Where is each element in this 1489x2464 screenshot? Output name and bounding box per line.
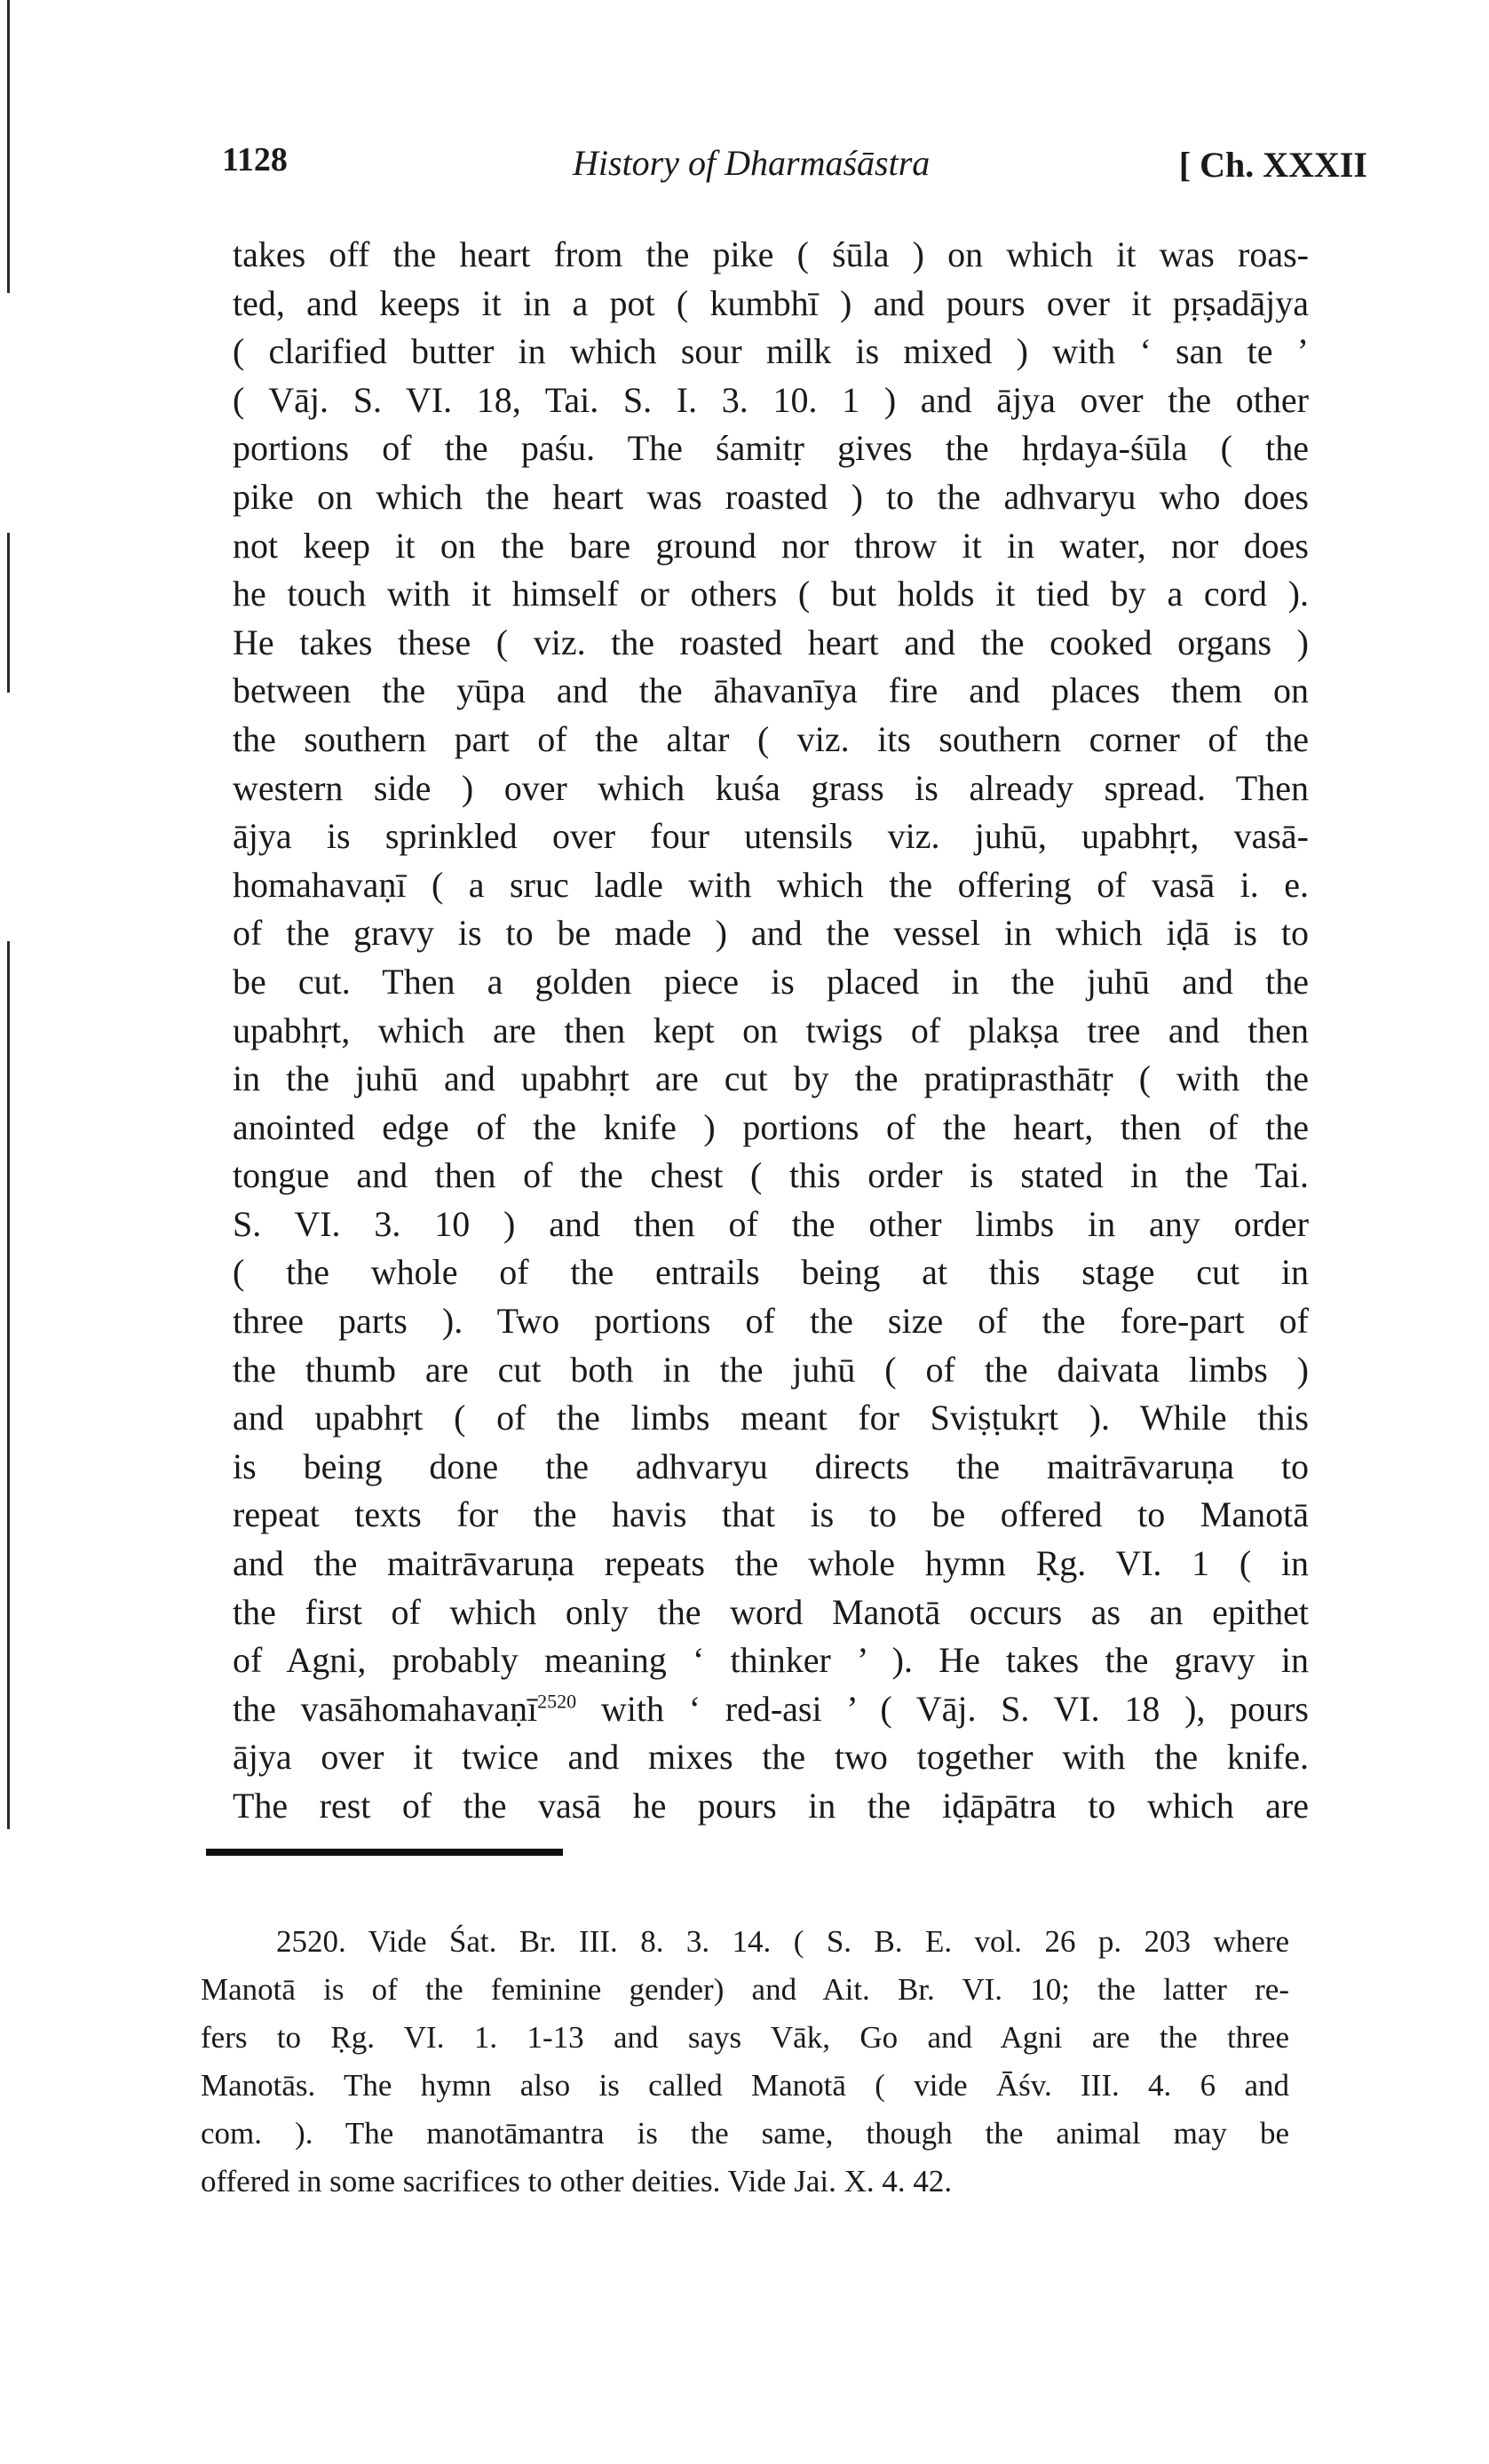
body-line: tongue and then of the chest ( this order is stated in the Tai. [233, 1155, 1309, 1196]
body-line: the thumb are cut both in the juhū ( of the daivata limbs ) [233, 1349, 1309, 1390]
body-line-end: with ‘ red-asi ’ ( Vāj. S. VI. 18 ), pours [576, 1688, 1309, 1729]
body-line: ( clarified butter in which sour milk is mixed ) with ‘ san te ’ [233, 331, 1309, 372]
footnote-line: 2520. Vide Śat. Br. III. 8. 3. 14. ( S. B. E. vol. 26 p. 203 where [276, 1924, 1289, 1959]
scan-edge-mark [7, 941, 10, 1829]
footnote-line: com. ). The manotāmantra is the same, though the animal may be [201, 2116, 1289, 2151]
body-line: The rest of the vasā he pours in the iḍāpātra to which are [233, 1786, 1309, 1826]
body-line: upabhṛt, which are then kept on twigs of plakṣa tree and then [233, 1010, 1309, 1050]
body-line: anointed edge of the knife ) portions of the heart, then of the [233, 1106, 1309, 1147]
body-line-start: the vasāhomahavaṇī [233, 1688, 538, 1729]
body-line: repeat texts for the havis that is to be offered to Manotā [233, 1494, 1309, 1535]
footnote-block [201, 1918, 1289, 2206]
running-header [222, 140, 1367, 194]
scan-edge-mark [7, 533, 10, 693]
body-line: of the gravy is to be made ) and the vessel in which iḍā is to [233, 913, 1309, 954]
body-line: three parts ). Two portions of the size of the fore-part of [233, 1301, 1309, 1342]
body-line: be cut. Then a golden piece is placed in the juhū and the [233, 961, 1309, 1002]
body-line: ( the whole of the entrails being at this stage cut in [233, 1252, 1309, 1293]
footnote-line: Manotās. The hymn also is called Manotā ( vide Āśv. III. 4. 6 and [201, 2068, 1289, 2103]
body-line: ājya over it twice and mixes the two together with the knife. [233, 1737, 1309, 1778]
body-line: takes off the heart from the pike ( śūla ) on which it was roas- [233, 234, 1309, 274]
body-line: ājya is sprinkled over four utensils viz. juhū, upabhṛt, vasā- [233, 816, 1309, 857]
body-line: and upabhṛt ( of the limbs meant for Sviṣṭukṛt ). While this [233, 1398, 1309, 1438]
footnote-divider [206, 1849, 563, 1856]
scan-edge-mark [7, 0, 10, 293]
running-title: History of Dharmaśāstra [573, 143, 931, 183]
body-line: he touch with it himself or others ( but holds it tied by a cord ). [233, 574, 1309, 614]
body-line: and the maitrāvaruṇa repeats the whole hymn Ṛg. VI. 1 ( in [233, 1543, 1309, 1584]
footnote-line: Manotā is of the feminine gender) and Ait. Br. VI. 10; the latter re- [201, 1972, 1289, 2007]
body-line: between the yūpa and the āhavanīya fire and places them on [233, 670, 1309, 711]
body-line-with-footnote-ref [233, 1685, 1309, 1734]
body-line: homahavaṇī ( a sruc ladle with which the offering of vasā i. e. [233, 864, 1309, 905]
body-line: in the juhū and upabhṛt are cut by the pratiprasthātṛ ( with the [233, 1058, 1309, 1099]
main-body-text [233, 231, 1309, 1847]
body-line: is being done the adhvaryu directs the maitrāvaruṇa to [233, 1446, 1309, 1486]
body-line: pike on which the heart was roasted ) to the adhvaryu who does [233, 476, 1309, 517]
body-line: S. VI. 3. 10 ) and then of the other limbs in any order [233, 1203, 1309, 1244]
body-line: not keep it on the bare ground nor throw it in water, nor does [233, 525, 1309, 566]
body-line: the first of which only the word Manotā occurs as an epithet [233, 1591, 1309, 1632]
page-number: 1128 [222, 141, 288, 178]
body-line: He takes these ( viz. the roasted heart and the cooked organs ) [233, 622, 1309, 662]
chapter-reference: [ Ch. XXXII [1178, 145, 1367, 185]
footnote-reference: 2520 [537, 1690, 577, 1713]
body-line: of Agni, probably meaning ‘ thinker ’ ). He takes the gravy in [233, 1640, 1309, 1681]
body-line: the southern part of the altar ( viz. its southern corner of the [233, 718, 1309, 759]
body-line: ted, and keeps it in a pot ( kumbhī ) and pours over it pṛṣadājya [233, 282, 1309, 323]
body-line: ( Vāj. S. VI. 18, Tai. S. I. 3. 10. 1 ) and ājya over the other [233, 379, 1309, 420]
footnote-line: offered in some sacrifices to other deities. Vide Jai. X. 4. 42. [201, 2164, 953, 2199]
body-line: western side ) over which kuśa grass is already spread. Then [233, 767, 1309, 808]
footnote-line: fers to Ṛg. VI. 1. 1-13 and says Vāk, Go and Agni are the three [201, 2020, 1289, 2055]
body-line: portions of the paśu. The śamitṛ gives the hṛdaya-śūla ( the [233, 428, 1309, 469]
